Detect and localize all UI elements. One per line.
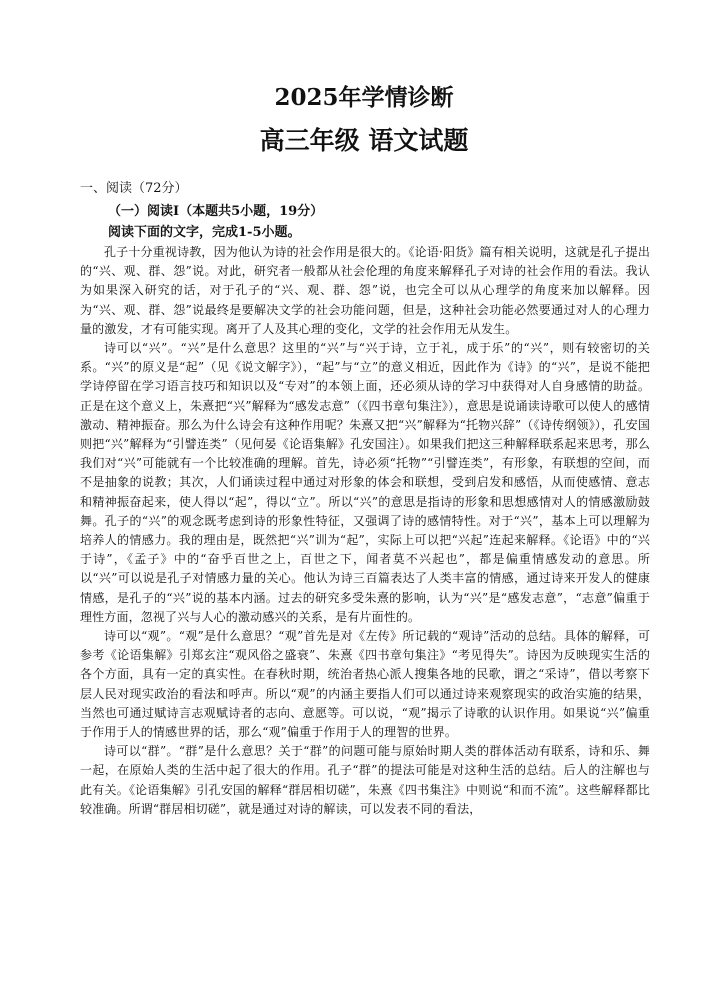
- document-title: 2025年学情诊断: [274, 84, 454, 111]
- passage-paragraph: 孔子十分重视诗教，因为他认为诗的社会作用是很大的。《论语·阳货》篇有相关说明，这就是孔子提出的“兴、观、群、怨”说。对此，研究者一般都从社会伦理的角度来解释孔子对诗的社会作用的看法。我认为如果深入研究的话，对于孔子的“兴、观、群、怨”说，也完全可以从心理学的角度来加以解释。因为“兴、观、群、怨”说最终是要解决文学的社会功能问题，但是，这种社会功能必然要通过对人的心理力量的激发，才有可能实现。离开了人及其心理的变化，文学的社会作用无从发生。: [80, 245, 650, 336]
- passage-paragraph: 诗可以“观”。“观”是什么意思？“观”首先是对《左传》所记载的“观诗”活动的总结。具体的解释，可参考《论语集解》引郑玄注“观风俗之盛衰”、朱熹《四书章句集注》“考见得失”。诗因为反映现实生活的各个方面，具有一定的真实性。在春秋时期，统治者热心派人搜集各地的民歌，谓之“采诗”，借以考察下层人民对现实政治的看法和呼声。所以“观”的内涵主要指人们可以通过诗来观察现实的政治实施的结果，当然也可通过赋诗言志观赋诗者的志向、意愿等。可以说，“观”揭示了诗歌的认识作用。如果说“兴”偏重于作用于人的情感世界的话，那么“观”偏重于作用于人的理智的世界。: [80, 629, 650, 740]
- reading-instruction: 阅读下面的文字，完成1-5小题。: [108, 225, 301, 240]
- passage-paragraph: 诗可以“兴”。“兴”是什么意思？这里的“兴”与“兴于诗，立于礼，成于乐”的“兴”，则有较密切的关系。“兴”的原义是“起”（见《说文解字》），“起”与“立”的意义相近，因此作为《诗》的“兴”，是说不能把学诗停留在学习语言技巧和知识以及“专对”的本领上面，还必须从诗的学习中获得对人自身感情的助益。正是在这个意义上，朱熹把“兴”解释为“感发志意”（《四书章句集注》），意思是说诵读诗歌可以使人的感情激动、精神振奋。那么为什么诗会有这种作用呢？朱熹又把“兴”解释为“托物兴辞”（《诗传纲领》），孔安国则把“兴”解释为“引譬连类”（见何晏《论语集解》孔安国注）。如果我们把这三种解释联系起来思考，那么我们对“兴”可能就有一个比较准确的理解。首先，诗必须“托物”“引譬连类”，有形象，有联想的空间，而不是抽象的说教；其次，人们诵读过程中通过对形象的体会和联想，受到启发和感悟，从而使感情、意志和精神振奋起来，使人得以“起”，得以“立”。所以“兴”的意思是指诗的形象和思想感情对人的情感激励鼓舞。孔子的“兴”的观念既考虑到诗的形象性特征，又强调了诗的感情特性。对于“兴”，基本上可以理解为培养人的情感力。我的理由是，既然把“兴”训为“起”，实际上可以把“兴起”连起来解释。《论语》中的“兴于诗”，《孟子》中的“奋乎百世之上，百世之下，闻者莫不兴起也”，都是偏重情感发动的意思。所以“兴”可以说是孔子对情感力量的关心。他认为诗三百篇表达了人类丰富的情感，通过诗来开发人的健康情感，是孔子的“兴”说的基本内涵。过去的研究多受朱熹的影响，认为“兴”是“感发志意”，“志意”偏重于理性方面，忽视了兴与人心的激动感兴的关系，是有片面性的。: [80, 341, 650, 624]
- subsection-heading: （一）阅读I（本题共5小题，19分）: [108, 204, 324, 219]
- document-subtitle: 高三年级 语文试题: [259, 126, 469, 155]
- passage-body: [80, 243, 650, 819]
- passage-paragraph: 诗可以“群”。“群”是什么意思？关于“群”的问题可能与原始时期人类的群体活动有联系，诗和乐、舞一起，在原始人类的生活中起了很大的作用。孔子“群”的提法可能是对这种生活的总结。后人的注解也与此有关。《论语集解》引孔安国的解释“群居相切磋”，朱熹《四书集注》中则说“和而不流”。这些解释都比较准确。所谓“群居相切磋”，就是通过对诗的解读，可以发表不同的看法，: [80, 744, 650, 816]
- section-heading: 一、阅读（72分）: [80, 181, 188, 196]
